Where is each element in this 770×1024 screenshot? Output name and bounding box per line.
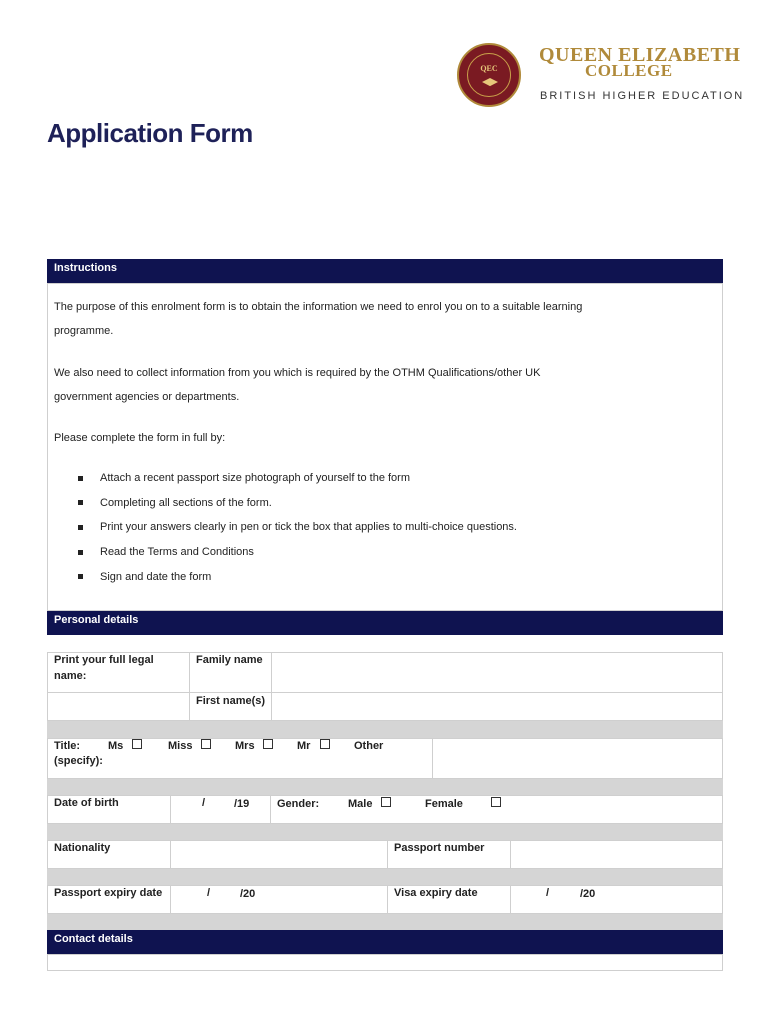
title-label: Title: [54, 740, 81, 752]
row-separator [47, 824, 723, 840]
list-item: Sign and date the form [100, 571, 212, 583]
family-name-field[interactable] [272, 653, 722, 692]
visa-expiry-year-prefix: /20 [580, 888, 596, 900]
college-seal-logo [457, 43, 521, 107]
title-option-other: Other [354, 740, 384, 752]
passport-expiry-label: Passport expiry date [54, 887, 163, 899]
title-other-field[interactable] [433, 739, 722, 778]
gender-option-male: Male [348, 798, 373, 810]
family-name-label: Family name [196, 654, 263, 666]
instructions-box [47, 283, 723, 611]
passport-expiry-separator: / [207, 887, 211, 899]
list-item: Print your answers clearly in pen or tick the box that applies to multi-choice questions. [100, 521, 517, 533]
female-checkbox[interactable] [491, 797, 501, 807]
mrs-checkbox[interactable] [263, 739, 273, 749]
instructions-header: Instructions [47, 259, 723, 283]
bullet-icon [78, 525, 83, 530]
personal-details-header: Personal details [47, 611, 723, 635]
nationality-field[interactable] [171, 841, 386, 868]
visa-expiry-field[interactable] [511, 886, 722, 913]
instructions-paragraph-2b: government agencies or departments. [54, 391, 240, 403]
title-option-ms: Ms [108, 740, 124, 752]
row-separator [47, 779, 723, 795]
mr-checkbox[interactable] [320, 739, 330, 749]
contact-details-box [47, 954, 723, 971]
miss-checkbox[interactable] [201, 739, 211, 749]
full-name-label-cont: name: [54, 670, 87, 682]
visa-expiry-label: Visa expiry date [394, 887, 478, 899]
dob-year-prefix: /19 [234, 798, 250, 810]
page-title: Application Form [47, 118, 253, 148]
bullet-icon [78, 550, 83, 555]
title-option-mr: Mr [297, 740, 311, 752]
passport-number-field[interactable] [511, 841, 722, 868]
nationality-label: Nationality [54, 842, 111, 854]
row-separator [47, 914, 723, 930]
first-names-label: First name(s) [196, 695, 266, 707]
gender-option-female: Female [425, 798, 463, 810]
brand-name-line1: QUEEN ELIZABETH [539, 44, 741, 66]
specify-label: (specify): [54, 755, 103, 767]
passport-expiry-field[interactable] [171, 886, 386, 913]
instructions-paragraph-2a: We also need to collect information from you which is required by the OTHM Qualifications/other UK [54, 367, 541, 379]
full-name-label: Print your full legal [54, 654, 154, 666]
bullet-icon [78, 476, 83, 481]
row-separator [47, 721, 723, 738]
bullet-icon [78, 574, 83, 579]
title-option-mrs: Mrs [235, 740, 255, 752]
dob-label: Date of birth [54, 797, 119, 809]
dob-separator: / [202, 797, 206, 809]
instructions-paragraph-1a: The purpose of this enrolment form is to obtain the information we need to enrol you on to a suitable learning [54, 301, 583, 313]
ms-checkbox[interactable] [132, 739, 142, 749]
title-option-miss: Miss [168, 740, 193, 752]
brand-tagline: BRITISH HIGHER EDUCATION [540, 90, 745, 102]
instructions-paragraph-3: Please complete the form in full by: [54, 432, 226, 444]
list-item: Completing all sections of the form. [100, 497, 272, 509]
seal-ring [467, 53, 511, 97]
passport-number-label: Passport number [394, 842, 485, 854]
instructions-paragraph-1b: programme. [54, 325, 114, 337]
list-item: Read the Terms and Conditions [100, 546, 254, 558]
first-names-field[interactable] [272, 693, 722, 720]
row-separator [47, 869, 723, 885]
bullet-icon [78, 500, 83, 505]
brand-name-line2: COLLEGE [585, 61, 673, 80]
list-item: Attach a recent passport size photograph of yourself to the form [100, 472, 411, 484]
graduation-cap-icon [482, 78, 498, 87]
seal-text: QEC [480, 64, 498, 73]
passport-expiry-year-prefix: /20 [240, 888, 256, 900]
contact-details-header: Contact details [47, 930, 723, 954]
male-checkbox[interactable] [381, 797, 391, 807]
visa-expiry-separator: / [546, 887, 550, 899]
dob-field[interactable] [171, 796, 269, 823]
gender-label: Gender: [277, 798, 320, 810]
